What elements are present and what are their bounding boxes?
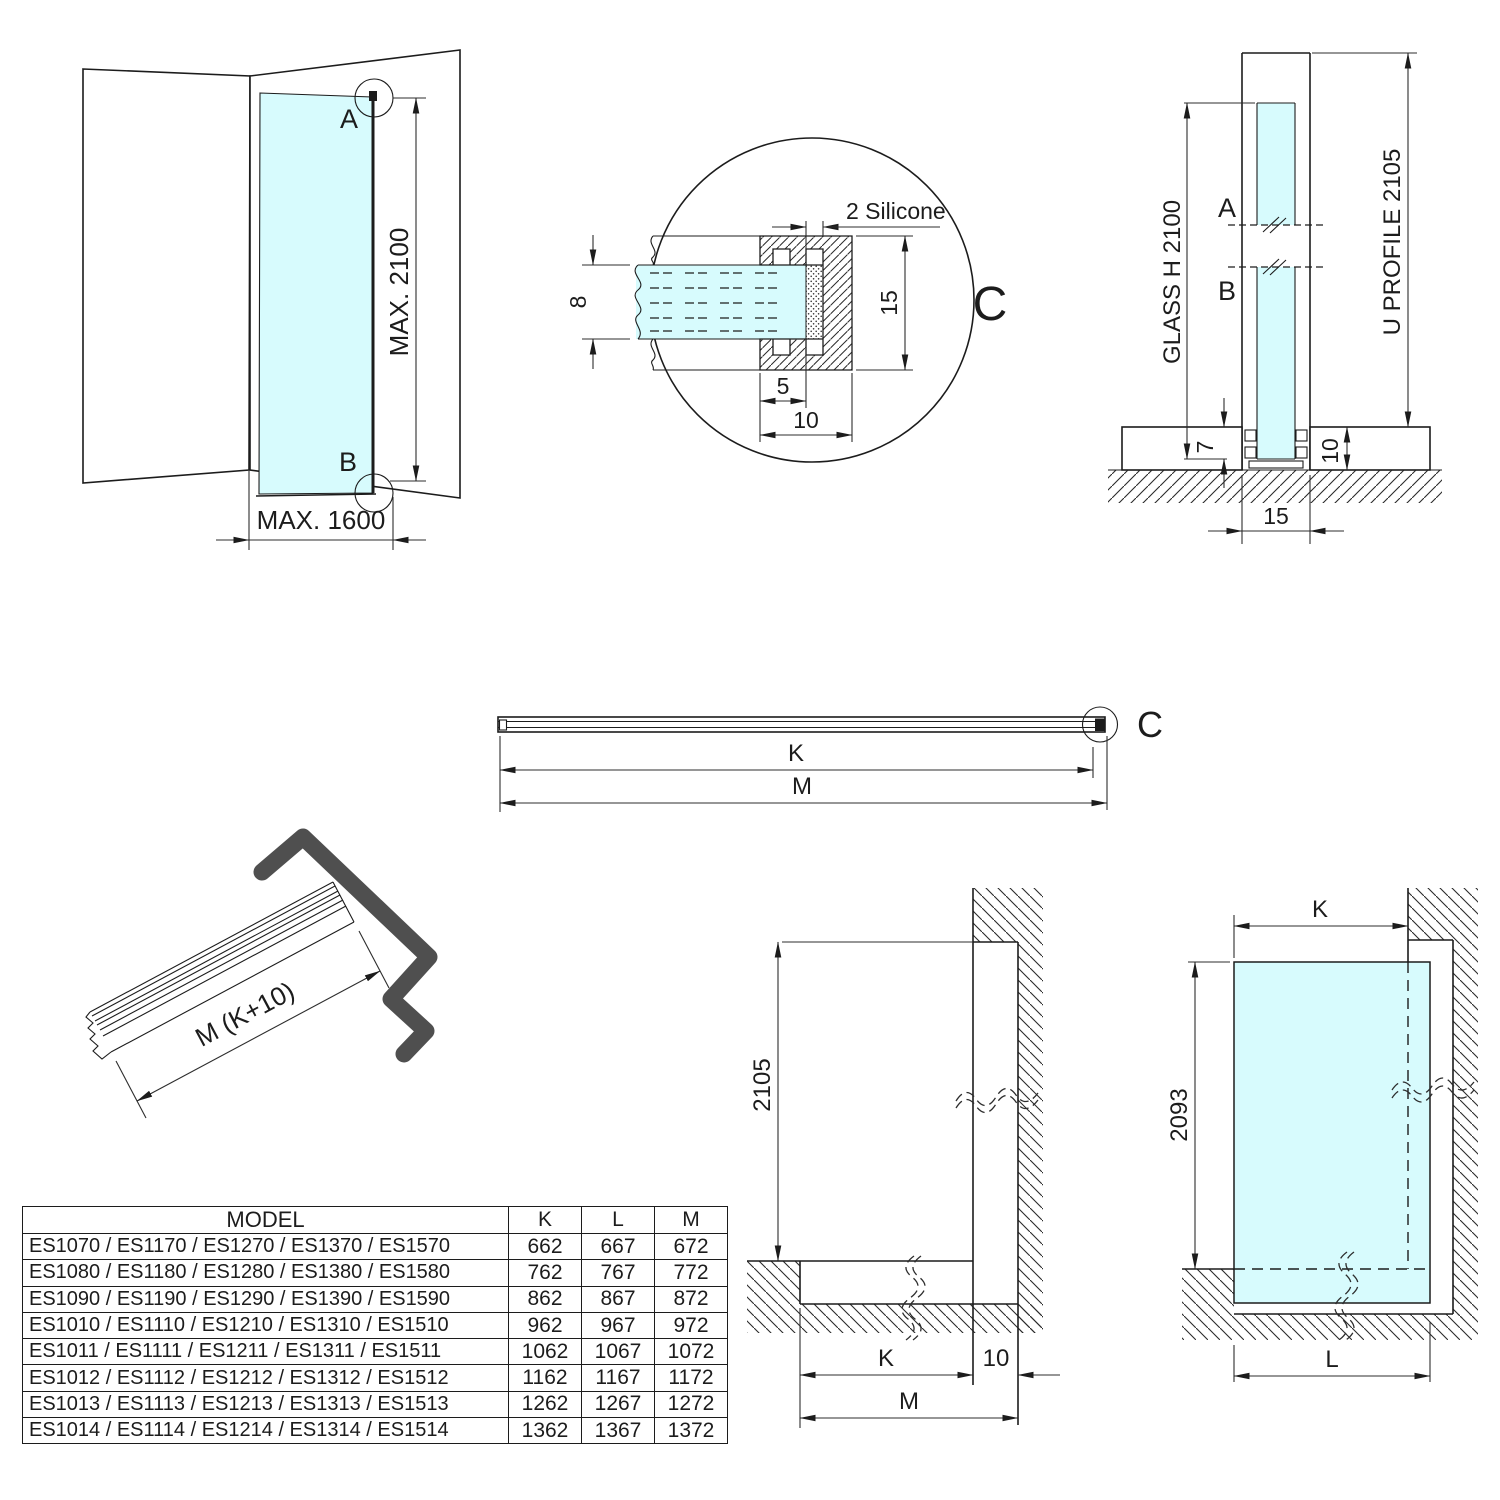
cell-l: 1067 [582,1339,655,1365]
wall-hatch [973,888,1043,1333]
dim-k: K [1311,896,1329,923]
cell-l: 667 [582,1234,655,1260]
table-row [23,1365,728,1391]
install-front-view [1160,860,1500,1400]
marker-a: A [1217,193,1237,223]
dim-floor-inset: 7 [1192,440,1218,454]
dim-k: K [877,1345,895,1372]
header-l: L [582,1207,655,1234]
cell-k: 1362 [509,1418,582,1444]
header-k: K [509,1207,582,1234]
dim-m: M [899,1388,919,1415]
cell-m: 972 [655,1312,728,1338]
corner-perspective-view [40,30,480,590]
marker-b: B [338,447,358,477]
floor-hatch-below [1234,1314,1478,1340]
detail-title: C [972,278,1008,331]
u-profile-symbol [262,837,429,1054]
table-header-row [23,1207,728,1234]
cell-k: 962 [509,1312,582,1338]
u-profile-label: U PROFILE 2105 [1379,148,1406,336]
dim-glass-inset: 5 [776,373,790,399]
cell-m: 872 [655,1286,728,1312]
cell-m: 672 [655,1234,728,1260]
table-row [23,1234,728,1260]
table-row [23,1339,728,1365]
cell-m: 1172 [655,1365,728,1391]
model-spec-table [22,1206,728,1444]
glass-lower [1257,267,1295,459]
dim-glass-thickness: 8 [565,295,591,309]
cell-m: 1072 [655,1339,728,1365]
cell-l: 867 [582,1286,655,1312]
detail-marker-c: C [1137,704,1163,745]
cell-k: 1162 [509,1365,582,1391]
table-row [23,1391,728,1417]
dim-m: M [792,773,812,800]
dim-l: L [1325,1346,1339,1373]
glass-section [636,265,806,339]
dim-k: K [787,740,805,767]
silicone-gasket [806,265,823,339]
cell-model: ES1070 / ES1170 / ES1270 / ES1370 / ES1570 [23,1234,509,1260]
table-row [23,1260,728,1286]
wall-break-bottom [651,339,655,370]
cell-l: 1167 [582,1365,655,1391]
dim-glass-height: 2093 [1166,1088,1193,1142]
cell-m: 1372 [655,1418,728,1444]
silicone-label: 2 Silicone [846,198,946,224]
cell-k: 1262 [509,1391,582,1417]
profile-top-cap [369,91,377,101]
dim-max-width: MAX. 1600 [256,505,386,535]
dim-base-depth: 10 [1317,438,1343,464]
bar-left-cap [500,720,507,730]
cell-model: ES1011 / ES1111 / ES1211 / ES1311 / ES1511 [23,1339,509,1365]
bar-end-cap [1095,719,1105,732]
cell-l: 1367 [582,1418,655,1444]
glass-panel [259,93,373,494]
table-row [23,1312,728,1338]
dim-profile-height: 15 [876,290,902,316]
cell-model: ES1080 / ES1180 / ES1280 / ES1380 / ES1580 [23,1260,509,1286]
glass-upper [1257,103,1295,225]
cell-model: ES1012 / ES1112 / ES1212 / ES1312 / ES1512 [23,1365,509,1391]
dim-profile-width: 15 [1263,503,1289,529]
cell-model: ES1013 / ES1113 / ES1213 / ES1313 / ES1513 [23,1391,509,1417]
floor-hatch-left [747,1261,800,1333]
glass-height-label: GLASS H 2100 [1159,199,1186,365]
dim-profile-depth: 10 [793,407,819,433]
cell-model: ES1010 / ES1110 / ES1210 / ES1310 / ES1510 [23,1312,509,1338]
cell-m: 772 [655,1260,728,1286]
cell-model: ES1090 / ES1190 / ES1290 / ES1390 / ES1590 [23,1286,509,1312]
dim-max-height: MAX. 2100 [384,227,414,357]
profile-base-channel [1249,461,1303,468]
detail-c-view [550,110,1020,520]
header-m: M [655,1207,728,1234]
cell-model: ES1014 / ES1114 / ES1214 / ES1314 / ES1514 [23,1418,509,1444]
table-row [23,1418,728,1444]
glass-panel [1234,962,1430,1303]
profile-length-view [480,690,1190,830]
vertical-section-view [1100,30,1500,555]
profile-3d-view [40,810,480,1140]
cell-k: 1062 [509,1339,582,1365]
table-row [23,1286,728,1312]
dim-height: 2105 [749,1058,776,1112]
ground-hatch [1108,470,1442,503]
header-model: MODEL [23,1207,509,1234]
floor-hatch-left [1182,1269,1234,1340]
cell-l: 767 [582,1260,655,1286]
cell-k: 662 [509,1234,582,1260]
length-label: M (K+10) [190,975,300,1053]
cell-m: 1272 [655,1391,728,1417]
cell-k: 762 [509,1260,582,1286]
marker-a: A [339,104,359,134]
marker-b: B [1217,276,1237,306]
install-side-view [730,860,1060,1445]
profile-bar [498,717,1105,732]
cell-l: 1267 [582,1391,655,1417]
left-wall [83,69,250,483]
cell-k: 862 [509,1286,582,1312]
cell-l: 967 [582,1312,655,1338]
dim-gap: 10 [982,1345,1010,1372]
